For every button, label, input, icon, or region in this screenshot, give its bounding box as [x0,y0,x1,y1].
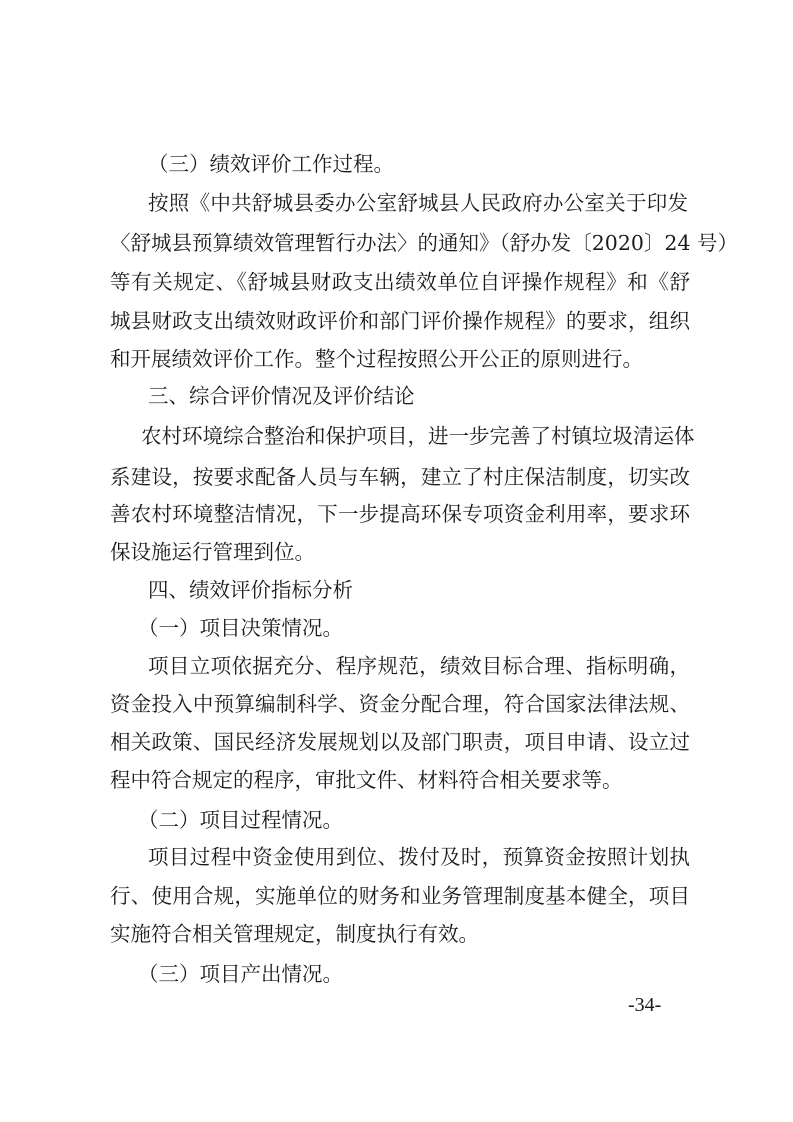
para-process-line-2: 〈舒城县预算绩效管理暂行办法〉的通知》（舒办发〔2020〕24 号） [110,231,739,255]
para-process-line-5: 和开展绩效评价工作。整个过程按照公开公正的原则进行。 [110,347,643,371]
para-conclusion-line-2: 系建设，按要求配备人员与车辆，建立了村庄保洁制度，切实改 [110,465,690,489]
para-process-line-4: 城县财政支出绩效财政评价和部门评价操作规程》的要求，组织 [110,309,690,333]
section-3-title: 三、综合评价情况及评价结论 [148,384,415,408]
section-4-title: 四、绩效评价指标分析 [148,578,353,602]
para-conclusion-line-1: 农村环境综合整治和保护项目，进一步完善了村镇垃圾清运体 [141,424,695,448]
para-decision-line-4: 程中符合规定的程序，审批文件、材料符合相关要求等。 [110,768,623,792]
para-decision-line-3: 相关政策、国民经济发展规划以及部门职责，项目申请、设立过 [110,730,690,754]
para-process-line-1: 按照《中共舒城县委办公室舒城县人民政府办公室关于印发 [148,191,688,215]
para-process-line-3: 等有关规定、《舒城县财政支出绩效单位自评操作规程》和《舒 [110,270,690,294]
para-conclusion-line-3: 善农村环境整洁情况，下一步提高环保专项资金利用率，要求环 [110,502,690,526]
para-progress-line-2: 行、使用合规，实施单位的财务和业务管理制度基本健全，项目 [110,884,690,908]
para-progress-line-3: 实施符合相关管理规定，制度执行有效。 [110,922,479,946]
heading-decision: （一）项目决策情况。 [138,616,343,640]
para-conclusion-line-4: 保设施运行管理到位。 [110,540,315,564]
heading-output: （三）项目产出情况。 [138,962,343,986]
heading-process: （三）绩效评价工作过程。 [148,152,394,176]
heading-progress: （二）项目过程情况。 [138,808,343,832]
para-progress-line-1: 项目过程中资金使用到位、拨付及时，预算资金按照计划执 [148,845,690,869]
page-number: -34- [628,994,662,1016]
para-decision-line-1: 项目立项依据充分、程序规范，绩效目标合理、指标明确， [148,654,690,678]
para-decision-line-2: 资金投入中预算编制科学、资金分配合理，符合国家法律法规、 [110,692,690,716]
